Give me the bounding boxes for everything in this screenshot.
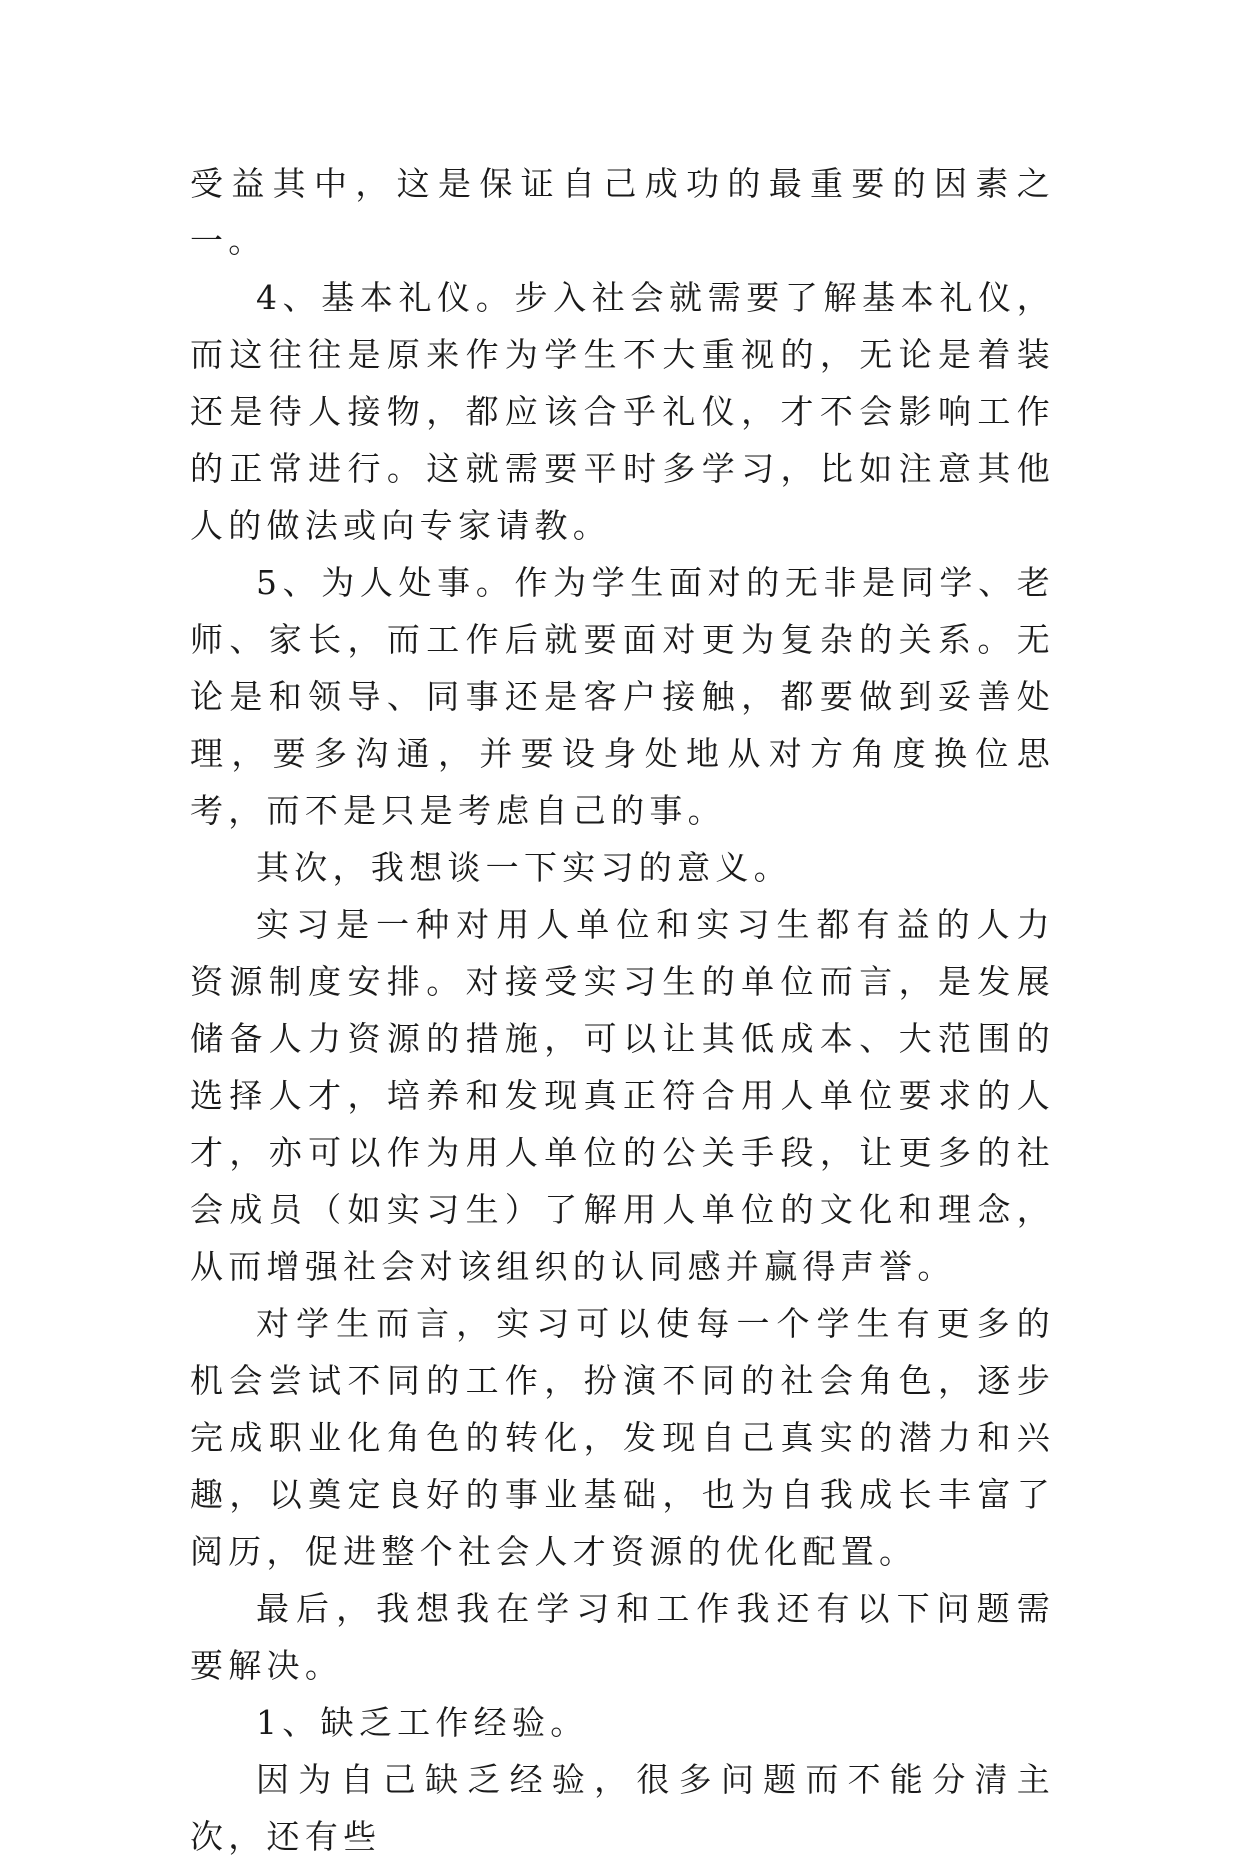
paragraph-9: 因为自己缺乏经验，很多问题而不能分清主次，还有些 <box>190 1760 1055 1856</box>
paragraph-7: 最后，我想我在学习和工作我还有以下问题需要解决。 <box>190 1589 1055 1685</box>
paragraph-1: 受益其中，这是保证自己成功的最重要的因素之一。 <box>190 164 1055 260</box>
paragraph-8: 1、缺乏工作经验。 <box>256 1703 589 1742</box>
paragraph-5: 实习是一种对用人单位和实习生都有益的人力资源制度安排。对接受实习生的单位而言，是发展储备人力资源的措施，可以让其低成本、大范围的选择人才，培养和发现真正符合用人单位要求的人才，亦可以作为用人单位的公关手段，让更多的社会成员（如实习生）了解用人单位的文化和理念，从而增强社会对该组织的认同感并赢得声誉。 <box>190 905 1055 1286</box>
paragraph-2: 4、基本礼仪。步入社会就需要了解基本礼仪，而这往往是原来作为学生不大重视的，无论是着装还是待人接物，都应该合乎礼仪，才不会影响工作的正常进行。这就需要平时多学习，比如注意其他人的做法或向专家请教。 <box>190 278 1055 545</box>
paragraph-4: 其次，我想谈一下实习的意义。 <box>256 848 792 887</box>
paragraph-6: 对学生而言，实习可以使每一个学生有更多的机会尝试不同的工作，扮演不同的社会角色，逐步完成职业化角色的转化，发现自己真实的潜力和兴趣，以奠定良好的事业基础，也为自我成长丰富了阅历，促进整个社会人才资源的优化配置。 <box>190 1304 1055 1571</box>
paragraph-3: 5、为人处事。作为学生面对的无非是同学、老师、家长，而工作后就要面对更为复杂的关系。无论是和领导、同事还是客户接触，都要做到妥善处理，要多沟通，并要设身处地从对方角度换位思考，而不是只是考虑自己的事。 <box>190 563 1055 830</box>
document-body <box>190 155 1055 1865</box>
